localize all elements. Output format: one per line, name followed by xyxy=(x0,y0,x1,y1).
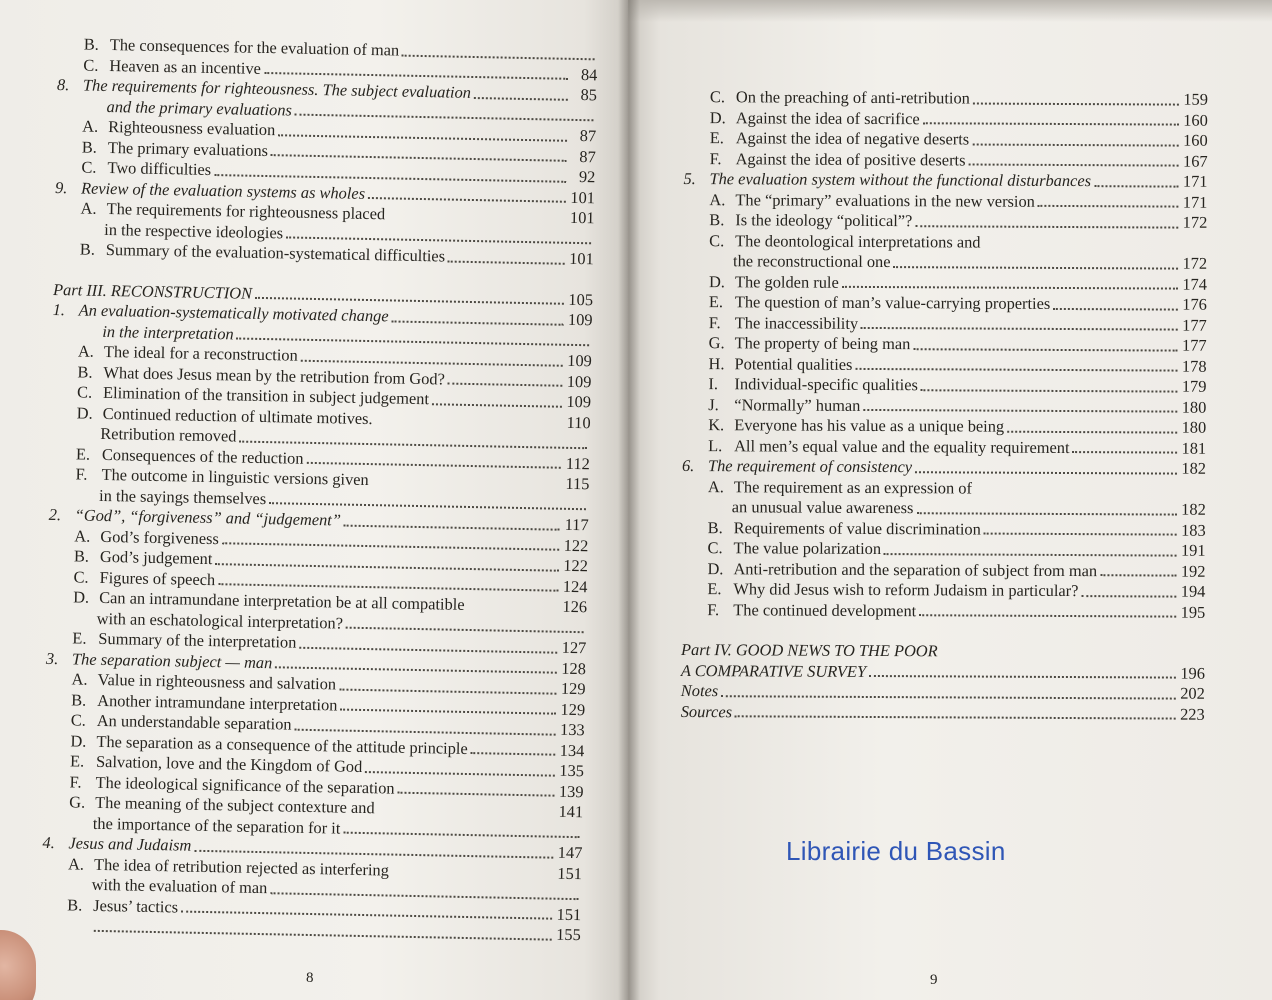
toc-page-number: 181 xyxy=(1181,438,1207,458)
toc-entry-number: L. xyxy=(708,435,723,455)
toc-leader-dots xyxy=(915,469,1177,474)
toc-page-number: 178 xyxy=(1181,356,1207,376)
toc-entry xyxy=(681,640,1205,663)
toc-entry-number: F. xyxy=(708,312,721,332)
toc-page-number: 182 xyxy=(1181,499,1206,519)
toc-entry xyxy=(683,169,1207,192)
toc-entry-title: Notes xyxy=(680,680,719,701)
toc-entry-title: The “primary” evaluations in the new version xyxy=(735,189,1035,211)
toc-page-number: 126 xyxy=(562,596,588,617)
toc-entry-number: B. xyxy=(77,361,93,382)
toc-entry-title: An understandable separation xyxy=(96,710,292,734)
toc-entry-title: with the evaluation of man xyxy=(91,874,268,898)
toc-entry-number: 3. xyxy=(45,648,59,668)
toc-page-number: 122 xyxy=(563,555,589,576)
toc-entry xyxy=(683,271,1207,294)
toc-entry xyxy=(682,435,1206,458)
toc-entry-number: E. xyxy=(709,128,724,148)
toc-page-number: 128 xyxy=(561,658,587,678)
toc-entry-number: E. xyxy=(707,579,722,599)
toc-entry-title: Anti-retribution and the separation of subject from man xyxy=(733,558,1098,580)
toc-entry-number: B. xyxy=(73,546,90,566)
toc-leader-dots xyxy=(432,401,562,407)
toc-entry-title: Is the ideology “political”? xyxy=(735,210,913,231)
toc-page-number: 134 xyxy=(559,740,585,760)
toc-page-number: 160 xyxy=(1183,130,1208,150)
toc-entry-number: B. xyxy=(67,894,83,915)
toc-entry-title: and the primary evaluations xyxy=(106,96,293,120)
toc-leader-dots xyxy=(402,52,595,60)
toc-entry xyxy=(682,538,1206,561)
toc-gap xyxy=(681,620,1205,643)
toc-entry-number: 1. xyxy=(52,299,66,320)
toc-entry-title: Two difficulties xyxy=(107,157,212,179)
toc-page-number: 179 xyxy=(1181,376,1207,396)
toc-entry-number: C. xyxy=(709,230,725,250)
toc-page-number: 192 xyxy=(1180,561,1206,581)
toc-page-number: 177 xyxy=(1182,315,1207,335)
toc-leader-dots xyxy=(1081,593,1176,597)
toc-leader-dots xyxy=(861,325,1178,331)
toc-entry-title: The ideological significance of the separation xyxy=(95,772,395,798)
toc-leader-dots xyxy=(968,161,1178,166)
toc-leader-dots xyxy=(973,100,1179,105)
toc-page-number: 194 xyxy=(1180,581,1206,601)
toc-leader-dots xyxy=(392,318,564,325)
toc-entry-title: On the preaching of anti-retribution xyxy=(735,87,970,108)
toc-leader-dots xyxy=(286,234,591,244)
right-toc-list xyxy=(681,87,1208,725)
toc-entry-title: Continued reduction of ultimate motives. xyxy=(102,403,373,428)
toc-entry-title: The requirement of consistency xyxy=(707,456,913,477)
toc-entry-title: The requirement as an expression of xyxy=(733,476,973,498)
toc-entry-number: D. xyxy=(70,730,87,751)
toc-entry xyxy=(684,128,1208,151)
toc-leader-dots xyxy=(919,612,1176,617)
toc-entry-title: The separation as a consequence of the attitude principle xyxy=(96,731,468,758)
toc-page-number: 167 xyxy=(1182,151,1208,171)
toc-leader-dots xyxy=(448,381,563,387)
toc-entry-title: the importance of the separation for it xyxy=(92,813,341,838)
toc-entry-number: 6. xyxy=(681,455,695,476)
toc-entry-title: the reconstructional one xyxy=(733,251,891,272)
toc-entry xyxy=(683,189,1207,212)
toc-entry-number: A. xyxy=(67,853,85,874)
toc-page-number: 117 xyxy=(564,514,589,535)
toc-entry-number: B. xyxy=(707,517,723,537)
toc-leader-dots xyxy=(264,70,568,80)
toc-page-number: 160 xyxy=(1183,110,1208,130)
toc-entry xyxy=(683,230,1207,253)
toc-page-number: 92 xyxy=(578,167,596,187)
watermark-text: Librairie du Bassin xyxy=(786,836,1006,866)
toc-page-number: 101 xyxy=(569,207,595,228)
toc-entry-title: The property of being man xyxy=(734,333,911,354)
toc-entry xyxy=(681,599,1205,622)
toc-entry-number: E. xyxy=(69,751,85,771)
toc-entry-title: Can an intramundane interpretation be at all compatible xyxy=(99,587,465,614)
toc-leader-dots xyxy=(863,407,1177,413)
thumb-photo xyxy=(0,930,36,1000)
toc-entry-number: G. xyxy=(69,792,86,812)
toc-entry xyxy=(681,681,1205,704)
toc-leader-dots xyxy=(894,264,1179,269)
toc-entry-number: B. xyxy=(79,239,96,259)
toc-entry-title: Salvation, love and the Kingdom of God xyxy=(95,751,363,776)
toc-entry-title: The meaning of the subject contexture and xyxy=(95,792,375,818)
toc-entry-title: in the interpretation xyxy=(102,321,234,343)
toc-entry-title: The golden rule xyxy=(734,271,839,292)
toc-page-number: 196 xyxy=(1180,663,1205,683)
toc-entry-title: The continued development xyxy=(733,599,917,620)
toc-entry-title: Heaven as an incentive xyxy=(109,55,262,78)
toc-page-number: 115 xyxy=(565,473,590,494)
toc-entry-number: 2. xyxy=(48,504,62,525)
toc-entry-number: C. xyxy=(709,87,726,107)
toc-entry-number: D. xyxy=(76,402,93,423)
toc-leader-dots xyxy=(339,686,557,694)
toc-page-number: 122 xyxy=(563,535,589,555)
toc-entry-title: The outcome in linguistic versions given xyxy=(101,464,369,490)
toc-entry-number: G. xyxy=(708,333,725,353)
toc-leader-dots xyxy=(218,581,558,592)
toc-page-number: 151 xyxy=(556,904,582,924)
toc-entry-title: Sources xyxy=(680,701,733,721)
toc-leader-dots xyxy=(1073,449,1178,454)
toc-leader-dots xyxy=(270,890,578,900)
toc-entry-title: Part III. RECONSTRUCTION xyxy=(52,279,253,303)
toc-entry-number: D. xyxy=(708,271,725,291)
toc-entry-title: The ideal for a reconstruction xyxy=(103,341,298,365)
toc-entry-title: Elimination of the transition in subject judgement xyxy=(102,382,430,409)
toc-leader-dots xyxy=(842,284,1178,290)
toc-entry-title: with an eschatological interpretation? xyxy=(96,608,344,633)
toc-leader-dots xyxy=(984,531,1177,536)
toc-leader-dots xyxy=(1053,305,1178,310)
toc-leader-dots xyxy=(913,346,1177,351)
toc-entry xyxy=(682,497,1206,520)
toc-entry xyxy=(682,353,1206,376)
toc-leader-dots xyxy=(972,141,1179,146)
toc-entry-title: A COMPARATIVE SURVEY xyxy=(680,660,867,681)
toc-leader-dots xyxy=(397,790,554,797)
toc-page-number: 109 xyxy=(566,371,592,391)
toc-entry-title: Summary of the interpretation xyxy=(98,628,297,652)
toc-page-number: 171 xyxy=(1182,192,1208,212)
toc-leader-dots xyxy=(344,522,560,530)
toc-entry-title: Against the idea of negative deserts xyxy=(735,128,970,149)
toc-page-number: 84 xyxy=(580,64,598,84)
toc-page-number: 180 xyxy=(1181,397,1207,417)
toc-entry-title: Potential qualities xyxy=(734,353,853,374)
toc-entry-number: A. xyxy=(709,189,726,209)
toc-entry-number: B. xyxy=(83,34,100,54)
toc-entry xyxy=(683,312,1207,335)
toc-leader-dots xyxy=(915,223,1178,228)
toc-entry-title: Figures of speech xyxy=(99,567,216,589)
toc-entry xyxy=(682,374,1206,397)
toc-entry-title: Individual-specific qualities xyxy=(734,374,918,395)
toc-leader-dots xyxy=(94,927,552,940)
toc-entry-number: I. xyxy=(708,374,719,394)
toc-entry xyxy=(682,476,1206,499)
toc-entry-number: C. xyxy=(83,54,99,75)
toc-entry-title: The idea of retribution rejected as interfering xyxy=(93,854,390,880)
toc-entry-title: “God”, “forgiveness” and “judgement” xyxy=(74,505,342,530)
toc-leader-dots xyxy=(923,120,1179,125)
toc-entry-title: in the sayings themselves xyxy=(98,485,267,508)
toc-page-number: 135 xyxy=(559,760,585,781)
toc-entry xyxy=(681,660,1205,683)
toc-page-number: 182 xyxy=(1181,458,1207,478)
toc-leader-dots xyxy=(301,357,563,366)
toc-entry-number: C. xyxy=(70,710,87,730)
toc-entry-title: Why did Jesus wish to reform Judaism in particular? xyxy=(733,579,1079,601)
toc-entry xyxy=(684,148,1208,171)
toc-page-number: 87 xyxy=(579,126,597,146)
toc-entry xyxy=(684,107,1208,130)
toc-entry-number: C. xyxy=(707,538,723,558)
toc-leader-dots xyxy=(1100,572,1176,576)
toc-leader-dots xyxy=(275,664,557,673)
toc-page-number: 101 xyxy=(569,248,594,269)
toc-entry-title: Value in righteousness and salvation xyxy=(97,669,337,694)
toc-entry xyxy=(682,394,1206,417)
toc-leader-dots xyxy=(471,750,556,756)
toc-entry-number: A. xyxy=(707,476,724,496)
toc-entry xyxy=(682,456,1206,479)
toc-entry-title: Consequences of the reduction xyxy=(101,444,304,468)
toc-page-number: 172 xyxy=(1182,253,1208,273)
toc-entry-title: Summary of the evaluation-systematical difficulties xyxy=(105,239,446,266)
toc-page-number: 105 xyxy=(568,289,594,309)
toc-leader-dots xyxy=(474,94,568,100)
toc-entry-title: God’s forgiveness xyxy=(100,526,220,548)
toc-page-number: 109 xyxy=(567,350,593,371)
toc-entry-number: D. xyxy=(73,587,90,607)
toc-page-number: 191 xyxy=(1180,540,1206,560)
toc-entry-title: The evaluation system without the functional disturbances xyxy=(709,169,1092,191)
left-page-number: 8 xyxy=(306,970,314,986)
toc-page-number: 147 xyxy=(557,842,583,863)
toc-page-number: 183 xyxy=(1181,520,1206,540)
toc-leader-dots xyxy=(343,830,579,839)
toc-leader-dots xyxy=(365,769,555,777)
toc-leader-dots xyxy=(916,510,1176,515)
toc-entry-number: F. xyxy=(75,464,88,484)
toc-leader-dots xyxy=(1094,183,1179,187)
toc-page-number: 129 xyxy=(560,678,586,699)
book-gutter xyxy=(618,0,640,1000)
toc-page-number: 124 xyxy=(562,576,588,596)
toc-leader-dots xyxy=(340,707,556,715)
toc-page-number: 85 xyxy=(580,85,598,105)
toc-entry-title: Jesus and Judaism xyxy=(68,833,192,855)
toc-leader-dots xyxy=(884,551,1177,557)
toc-entry-title: What does Jesus mean by the retribution from God? xyxy=(103,362,446,388)
toc-entry-number: A. xyxy=(82,116,99,136)
toc-leader-dots xyxy=(271,152,567,162)
toc-entry-number: 8. xyxy=(56,74,70,95)
toc-entry-number: F. xyxy=(707,599,720,619)
toc-leader-dots xyxy=(269,500,586,510)
toc-page-number: 87 xyxy=(579,146,596,166)
toc-entry-title: The question of man’s value-carrying properties xyxy=(734,292,1051,313)
toc-page-number: 176 xyxy=(1182,294,1207,314)
toc-entry xyxy=(681,579,1205,602)
toc-leader-dots xyxy=(346,625,584,634)
toc-entry-number: B. xyxy=(81,136,98,157)
toc-entry-title: The requirements for righteousness. The subject evaluation xyxy=(82,75,472,102)
toc-entry-number: 5. xyxy=(683,168,696,189)
toc-entry-number: C. xyxy=(73,566,89,587)
toc-entry-number: J. xyxy=(708,394,719,414)
toc-entry-number: 9. xyxy=(54,177,68,197)
toc-page-number: 110 xyxy=(566,412,591,432)
toc-entry-number: B. xyxy=(709,210,725,230)
toc-leader-dots xyxy=(294,726,555,735)
toc-entry xyxy=(683,292,1207,315)
toc-entry-title: The requirements for righteousness placed xyxy=(106,198,386,224)
toc-entry xyxy=(684,87,1208,110)
toc-entry-title: God’s judgement xyxy=(99,546,213,569)
toc-page-number: 139 xyxy=(558,781,584,801)
toc-entry-number: F. xyxy=(709,148,722,168)
toc-entry-title: The consequences for the evaluation of man xyxy=(109,34,400,60)
toc-entry-title: Righteousness evaluation xyxy=(108,116,276,140)
toc-entry-title: Against the idea of sacrifice xyxy=(735,107,920,128)
toc-page-number: 151 xyxy=(557,863,583,883)
toc-page-number: 112 xyxy=(565,453,591,473)
left-toc-list xyxy=(41,34,598,946)
toc-entry-number: E. xyxy=(708,292,724,312)
toc-entry-title: Jesus’ tactics xyxy=(93,895,179,916)
toc-leader-dots xyxy=(222,540,559,550)
toc-entry-title: “Normally” human xyxy=(734,394,861,415)
toc-entry-title: Against the idea of positive deserts xyxy=(735,148,966,169)
toc-entry-title: An evaluation-systematically motivated change xyxy=(78,300,389,326)
toc-leader-dots xyxy=(278,132,567,142)
toc-page-number: 171 xyxy=(1182,171,1208,191)
toc-entry-number: 4. xyxy=(42,832,55,853)
toc-page-number: 101 xyxy=(570,187,596,207)
toc-entry-title: Part IV. GOOD NEWS TO THE POOR xyxy=(681,639,938,661)
toc-leader-dots xyxy=(299,644,557,653)
toc-entry-title: The separation subject — man xyxy=(71,648,273,672)
toc-entry-number: A. xyxy=(74,525,91,546)
toc-entry-title: The primary evaluations xyxy=(107,137,269,160)
toc-entry-title: Another intramundane interpretation xyxy=(97,690,338,714)
toc-leader-dots xyxy=(735,713,1176,719)
top-shadow xyxy=(628,0,1272,22)
toc-entry-title: Requirements of value discrimination xyxy=(733,517,981,539)
toc-page-number: 109 xyxy=(566,391,592,412)
toc-leader-dots xyxy=(448,258,565,264)
toc-leader-dots xyxy=(869,673,1176,679)
toc-leader-dots xyxy=(1038,203,1179,208)
toc-entry-title: All men’s equal value and the equality requirement xyxy=(734,435,1070,457)
toc-leader-dots xyxy=(255,295,564,305)
toc-page-number: 202 xyxy=(1180,683,1205,703)
toc-entry-title: The deontological interpretations and xyxy=(735,230,981,252)
toc-page-number: 133 xyxy=(559,719,585,740)
right-page-number: 9 xyxy=(930,972,938,988)
toc-entry xyxy=(681,701,1205,724)
toc-page-number: 177 xyxy=(1182,335,1207,355)
toc-entry-title: The inaccessibility xyxy=(734,312,859,333)
toc-entry xyxy=(682,517,1206,540)
toc-entry-number: F. xyxy=(69,771,82,792)
toc-page-number: 172 xyxy=(1182,212,1208,232)
toc-entry xyxy=(683,210,1207,233)
toc-entry-number: C. xyxy=(81,157,97,177)
toc-entry xyxy=(681,558,1205,581)
toc-entry-number: C. xyxy=(76,382,93,402)
toc-entry-number: K. xyxy=(708,415,725,435)
toc-entry-title: in the respective ideologies xyxy=(104,219,284,242)
toc-page-number: 155 xyxy=(556,924,581,945)
toc-entry-title: Everyone has his value as a unique being xyxy=(734,415,1005,436)
toc-leader-dots xyxy=(921,387,1178,392)
left-page xyxy=(0,0,628,1000)
toc-leader-dots xyxy=(721,693,1176,699)
toc-leader-dots xyxy=(295,112,594,122)
toc-page-number: 174 xyxy=(1182,274,1208,294)
toc-entry xyxy=(683,333,1207,356)
toc-entry-title: Retribution removed xyxy=(100,423,237,446)
toc-entry-title: Review of the evaluation systems as wholes xyxy=(80,177,366,203)
toc-entry-number: B. xyxy=(71,689,87,710)
toc-page-number: 129 xyxy=(560,699,586,719)
toc-page-number: 109 xyxy=(567,309,593,330)
toc-leader-dots xyxy=(306,460,560,469)
toc-leader-dots xyxy=(1007,428,1177,433)
toc-entry-number: A. xyxy=(80,198,97,218)
toc-page-number: 127 xyxy=(561,637,587,658)
toc-page-number: 141 xyxy=(558,801,584,822)
toc-entry-number: D. xyxy=(709,107,726,127)
toc-entry-number: A. xyxy=(77,341,95,361)
toc-leader-dots xyxy=(368,195,566,203)
toc-entry-number: E. xyxy=(75,443,91,464)
toc-entry-title: The value polarization xyxy=(733,538,882,559)
toc-page-number: 159 xyxy=(1183,89,1208,109)
toc-entry-title: an unusual value awareness xyxy=(731,497,914,518)
toc-entry xyxy=(683,251,1207,274)
toc-page-number: 223 xyxy=(1180,704,1205,724)
toc-entry-number: D. xyxy=(707,558,724,578)
toc-leader-dots xyxy=(855,366,1177,372)
toc-entry-number: E. xyxy=(72,628,87,648)
toc-entry-number: A. xyxy=(71,669,88,689)
toc-entry-number: H. xyxy=(708,353,725,373)
toc-entry xyxy=(682,415,1206,438)
toc-page-number: 195 xyxy=(1180,602,1206,622)
toc-page-number: 180 xyxy=(1181,417,1207,437)
